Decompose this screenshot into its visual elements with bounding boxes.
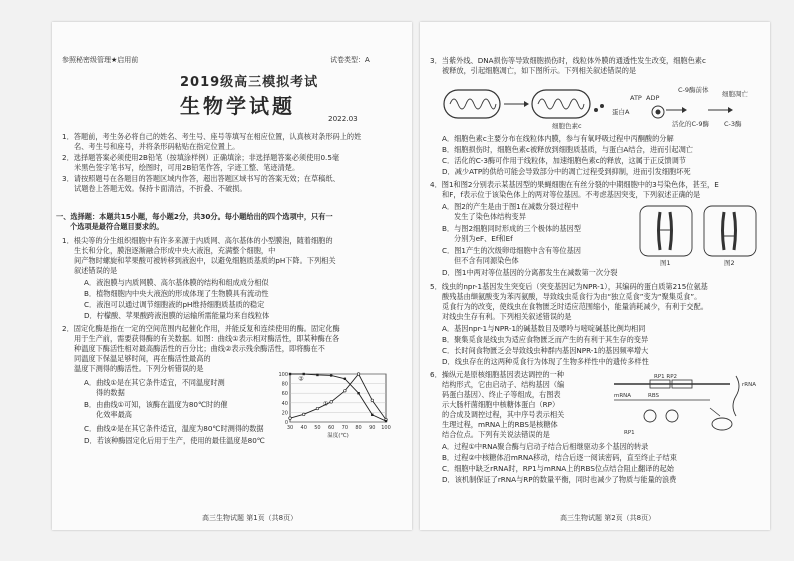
x-axis-label: 温度(℃) xyxy=(327,433,349,439)
data-point xyxy=(344,390,347,393)
label-active-c9: 活化的C-9酶 xyxy=(672,120,710,128)
q5-option-d: D．线虫存在的这两种觅食行为体现了生物多样性中的遗传多样性 xyxy=(442,357,649,366)
note-line: 3．请按照题号在各题目的答题区域内作答，超出答题区域书写的答案无效；在草稿纸、 xyxy=(62,174,340,183)
data-point xyxy=(316,407,319,410)
label-rbs: RBS xyxy=(648,393,659,399)
q5-option-a: A．基因npr-1与NPR-1的碱基数目及嘌呤与嘧啶碱基比例均相同 xyxy=(442,324,646,333)
label-mrna: mRNA xyxy=(614,393,632,399)
q2-option-a-cont: 得的数据 xyxy=(96,388,125,397)
label-rp1: RP1 xyxy=(624,430,635,436)
exam-date: 2022.03 xyxy=(328,114,358,123)
subject-title: 生物学试题 xyxy=(180,94,295,118)
q1-option-d: D．柠檬酸、苹果酸跨液泡膜的运输所需能量均来自线粒体 xyxy=(84,311,270,320)
x-tick-label: 70 xyxy=(341,425,349,431)
y-tick-label: 80 xyxy=(281,381,288,388)
q1-line: 间产物时螺旋和苹果酸可被转移到液泡中，以避免细胞质基质的pH下降。下列相关 xyxy=(74,256,336,265)
q3-option-b: B．细胞损伤时，细胞色素c被释放到细胞质基质，与蛋白A结合，进而引起凋亡 xyxy=(442,145,693,154)
data-point xyxy=(289,417,292,420)
q2-line: 用于生产前，需要获得酶的有关数据。如图：曲线①表示相对酶活性，即某种酶在各 xyxy=(74,334,340,343)
y-tick-label: 100 xyxy=(278,372,288,378)
q6-line: 示大肠杆菌细胞中核糖体蛋白（RP） xyxy=(442,400,560,409)
q6-option-d: D．该机制保证了rRNA与RP的数量平衡，同时也减少了物质与能量的浪费 xyxy=(442,475,677,484)
x-tick-label: 100 xyxy=(381,425,391,431)
q5-option-b: B．聚集觅食是线虫为适应食物匮乏而产生的有利于其生存的变异 xyxy=(442,335,649,344)
arrow-icon xyxy=(708,107,733,113)
apoptosis-diagram xyxy=(440,80,760,132)
mitochondrion-right xyxy=(532,90,604,118)
q5-line: 觅食行为的改变，使线虫在食物匮乏时适应范围缩小，能量消耗减少，有利于交配。 xyxy=(442,302,708,311)
x-tick-label: 80 xyxy=(355,425,362,431)
q6-line: 结合位点。下列有关说法错误的是 xyxy=(442,430,550,439)
q1-option-c: C．液泡可以通过调节细胞液的pH维持细胞质基质的稳定 xyxy=(84,300,265,309)
q4-option-a: A．图2的产生是由于图1在减数分裂过程中 xyxy=(442,202,579,211)
chromosome-figures xyxy=(634,202,764,268)
x-tick-label: 90 xyxy=(369,425,376,431)
q2-line: 种温度下酶活性相对最高酶活性的百分比；曲线②表示残余酶活性，即将酶在不 xyxy=(74,344,325,353)
q6-line: 生理过程，mRNA上的RBS是核糖体 xyxy=(442,420,558,429)
figure-1-label: 图1 xyxy=(660,259,671,267)
data-point xyxy=(357,392,359,394)
y-tick-label: 20 xyxy=(281,410,288,417)
note-line: 2．选择题答案必须使用2B铅笔（按填涂样例）正确填涂；非选择题答案必须使用0.5毫 xyxy=(62,153,340,162)
label-cytochrome-c: 细胞色素c xyxy=(552,122,582,130)
data-point xyxy=(357,373,360,376)
x-tick-label: 30 xyxy=(286,425,294,431)
operon-diagram xyxy=(610,372,760,438)
q4-option-d: D．图1中两对等位基因的分离都发生在减数第一次分裂 xyxy=(442,268,618,277)
q2-line: 2．固定化酶是指在一定的空间范围内起催化作用，并能反复和连续使用的酶。固定化酶 xyxy=(62,324,340,333)
q5-line: 5．线虫的npr-1基因发生突变后（突变基因记为NPR-1），其编码的蛋白质第215位氨基 xyxy=(430,282,708,291)
q4-option-c: C．图1产生的次级卵母细胞中含有等位基因 xyxy=(442,246,581,255)
q6-line: 结构形式，它由启动子、结构基因（编 xyxy=(442,380,565,389)
figure-2-label: 图2 xyxy=(724,259,735,267)
label-rrna-right: rRNA xyxy=(742,382,756,388)
q2-option-b: B．由曲线①可知，该酶在温度为80℃时的催 xyxy=(84,400,228,409)
q3-option-c: C．活化的C-3酶可作用于线粒体，加速细胞色素c的释放，这属于正反馈调节 xyxy=(442,156,686,165)
series-line-1 xyxy=(290,374,386,420)
q2-option-b-cont: 化效率最高 xyxy=(96,410,132,419)
right-page xyxy=(420,22,770,530)
y-tick-label: 40 xyxy=(281,400,288,407)
q2-option-c: C．曲线②是在其它条件适宜，温度为80℃时测得的数据 xyxy=(84,424,264,433)
q6-option-c: C．细胞中缺乏rRNA时，RP1与mRNA上的RBS位点结合阻止翻译的起始 xyxy=(442,464,674,473)
y-tick-label: 60 xyxy=(281,391,288,398)
note-line: 1．答题前，考生务必将自己的姓名、考生号、座号等填写在相应位置，认真核对条形码上的姓 xyxy=(62,132,362,141)
data-point xyxy=(302,413,305,416)
q2-option-d: D．若该种酶固定化后用于生产，使用的最佳温度是80℃ xyxy=(84,436,265,445)
q6-option-b: B．过程②中核糖体沿mRNA移动，结合后逐一阅读密码，直至终止子结束 xyxy=(442,453,677,462)
mitochondrion-left xyxy=(444,90,500,118)
q5-option-c: C．长时间食物匮乏会导致线虫种群内基因NPR-1的基因频率增大 xyxy=(442,346,649,355)
exam-title: 2019级高三模拟考试 xyxy=(180,75,319,90)
q1-option-b: B．植物细胞内中央大液泡的形成体现了生物膜具有流动性 xyxy=(84,289,269,298)
label-apoptosis: 细胞凋亡 xyxy=(722,90,748,98)
data-point xyxy=(371,399,374,402)
complex-icon xyxy=(652,106,687,118)
note-line: 试题卷上答题无效。保持卡面清洁，不折叠、不破损。 xyxy=(74,184,247,193)
note-line: 米黑色签字笔书写，绘图时，可用2B铅笔作答，字迹工整、笔迹清楚。 xyxy=(74,163,300,172)
label-atp: ATP xyxy=(630,94,642,102)
data-point xyxy=(385,420,387,422)
q6-line: 码蛋白基因）、终止子等组成，右图表 xyxy=(442,390,561,399)
series-label-2: ② xyxy=(298,375,304,383)
q3-option-a: A．细胞色素c主要分布在线粒体内膜，参与有氧呼吸过程中丙酮酸的分解 xyxy=(442,134,674,143)
figure-1-cell xyxy=(640,206,692,256)
data-point xyxy=(289,373,291,375)
q4-option-b: B．与图2细胞同时形成的三个极体的基因型 xyxy=(442,224,581,233)
q2-line: 温度下测得的酶活性。下列分析错误的是 xyxy=(74,364,204,373)
exam-type: 试卷类型：A xyxy=(330,56,370,64)
y-tick-label: 0 xyxy=(284,420,288,426)
x-tick-label: 40 xyxy=(300,425,307,431)
label-adp: ADP xyxy=(646,94,660,102)
secret-level: 参照秘密级管理★启用前 xyxy=(62,56,139,64)
q4-line: 和F，f表示位于该染色体上的两对等位基因。不考虑基因突变，下列叙述正确的是 xyxy=(442,190,701,199)
x-tick-label: 60 xyxy=(327,425,335,431)
q6-line: 的合成及调控过程，其中序号表示相关 xyxy=(442,410,565,419)
q3-line: 3．当紫外线、DNA损伤等导致细胞损伤时，线粒体外膜的通透性发生改变，细胞色素c xyxy=(430,56,706,65)
label-c9-precursor: C-9酶前体 xyxy=(678,86,709,94)
q2-option-a: A．曲线①是在其它条件适宜，不同温度时测 xyxy=(84,378,225,387)
data-point xyxy=(371,414,373,416)
q4-line: 4．图1和图2分别表示某基因型的果蝇细胞在有丝分裂的中期细胞中的3号染色体，甚至，E xyxy=(430,180,719,189)
q1-line: 生长和分化，膜泡逐渐融合形成中央大液泡，充满整个细胞，中 xyxy=(74,246,276,255)
series-label-1: ① xyxy=(322,400,329,408)
section-heading: 一、选择题：本题共15小题，每小题2分，共30分。每小题给出的四个选项中，只有一 xyxy=(56,212,333,221)
section-heading-cont: 个选项是最符合题目要求的。 xyxy=(70,222,164,231)
q4-option-a-cont: 发生了染色体结构变异 xyxy=(454,212,526,221)
label-protein-a: 蛋白A xyxy=(612,108,630,116)
data-point xyxy=(344,378,346,380)
note-line: 名、考生号和座号，并将条形码粘贴在指定位置上。 xyxy=(74,142,240,151)
q3-option-d: D．减少ATP的供给可能会导致部分中的凋亡过程受到抑制，进而引发细胞坏死 xyxy=(442,167,691,176)
x-tick-label: 50 xyxy=(314,425,321,431)
enzyme-activity-chart xyxy=(272,370,394,440)
page-footer: 高三生物试题 第2页（共8页） xyxy=(560,514,656,522)
arrow-icon xyxy=(504,101,529,107)
q3-line: 被释放，引起细胞凋亡，如下图所示。下列相关叙述错误的是 xyxy=(442,66,637,75)
figure-2-cell xyxy=(704,206,756,256)
page-footer: 高三生物试题 第1页（共8页） xyxy=(202,514,298,522)
q4-option-c-cont: 但不含有同源染色体 xyxy=(454,256,519,265)
q5-line: 对线虫生存有利。下列相关叙述错误的是 xyxy=(442,312,572,321)
q2-line: 同温度下保温足够时间，再在酶活性最高的 xyxy=(74,354,211,363)
q6-option-a: A．过程①中RNA聚合酶与启动子结合后相继驱动多个基因的转录 xyxy=(442,442,649,451)
label-rp-genes: RP1 RP2 xyxy=(654,374,678,380)
q1-line: 叙述错误的是 xyxy=(74,266,118,275)
q1-line: 1．根尖等的分生组织细胞中有许多来源于内质网、高尔基体的小型膜泡，随着细胞的 xyxy=(62,236,333,245)
q4-option-b-cont: 分别为eF、Ef和Ef xyxy=(454,234,513,243)
q1-option-a: A．液泡膜与内质网膜、高尔基体膜的结构和组成成分相似 xyxy=(84,278,269,287)
left-page xyxy=(52,22,412,530)
data-point xyxy=(316,374,318,376)
q5-line: 酸残基由缬氨酸变为苯丙氨酸，导致线虫觅食行为由“独立觅食”变为“聚集觅食”。 xyxy=(442,292,702,301)
data-point xyxy=(330,374,332,376)
q6-line: 6．操纵元是原核细胞基因表达调控的一种 xyxy=(430,370,564,379)
label-c3: C-3酶 xyxy=(724,120,742,128)
data-point xyxy=(330,401,333,404)
